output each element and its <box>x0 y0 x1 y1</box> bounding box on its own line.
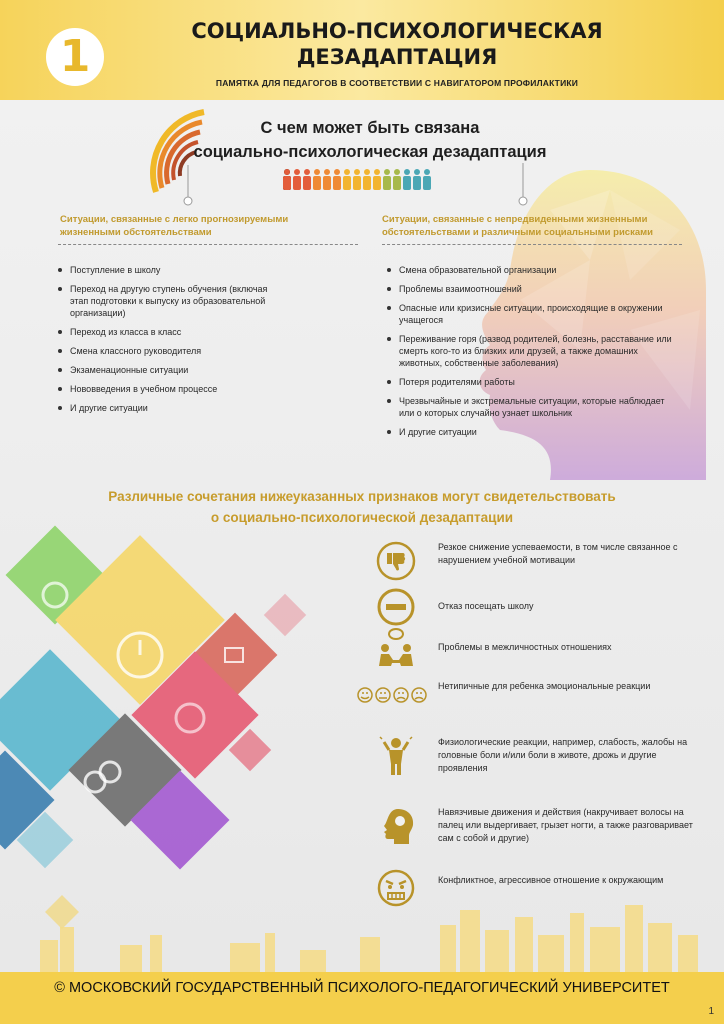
page-title <box>110 18 684 70</box>
angry-face-icon <box>376 868 416 908</box>
list-item: И другие ситуации <box>56 402 286 414</box>
list-item: Экзаменационные ситуации <box>56 364 286 376</box>
question-title-line1: С чем может быть связана <box>260 119 480 137</box>
thumbs-down-icon <box>376 541 416 581</box>
pointer-line-left <box>182 165 194 207</box>
emoji-faces-icon <box>356 686 432 704</box>
sign-text: Проблемы в межличностных отношениях <box>438 642 612 652</box>
signs-title-line2: о социально-психологической дезадаптации <box>210 510 514 525</box>
people-row-icon <box>282 168 434 190</box>
sign-text: Нетипичные для ребенка эмоциональные реакции <box>438 681 651 691</box>
list-item: Переживание горя (развод родителей, болезнь, расставание или смерть кого-то из близких или друзей, а также домашних животных, собственные заболевания) <box>385 333 675 369</box>
right-situations-list <box>385 264 675 445</box>
list-item: Потеря родителями работы <box>385 376 675 388</box>
list-item: Поступление в школу <box>56 264 286 276</box>
footer-copyright: © МОСКОВСКИЙ ГОСУДАРСТВЕННЫЙ ПСИХОЛОГО-ПЕДАГОГИЧЕСКИЙ УНИВЕРСИТЕТ <box>54 980 670 996</box>
list-item: Переход на другую ступень обучения (включая этап подготовки к выпуску из образовательной организации) <box>56 283 286 319</box>
left-situations-list <box>56 264 286 421</box>
page-title-line2: ДЕЗАДАПТАЦИЯ <box>296 45 498 69</box>
sign-text: Физиологические реакции, например, слабость, жалобы на головные боли и/или боли в животе, дрожь и другие проявления <box>438 737 688 773</box>
question-title-line2: социально-психологическая дезадаптация <box>193 143 547 161</box>
list-item: Опасные или кризисные ситуации, происходящие в окружении учащегося <box>385 302 675 326</box>
sign-text: Отказ посещать школу <box>438 601 534 611</box>
sign-text: Резкое снижение успеваемости, в том числе связанное с нарушением учебной мотивации <box>438 542 678 565</box>
left-divider <box>58 244 358 245</box>
page-number: 1 <box>708 1006 714 1017</box>
no-entry-icon <box>376 587 416 627</box>
page-title-line1: СОЦИАЛЬНО-ПСИХОЛОГИЧЕСКАЯ <box>191 19 603 43</box>
list-item: Чрезвычайные и экстремальные ситуации, которые наблюдает или о которых случайно узнает школьник <box>385 395 675 419</box>
sign-text: Конфликтное, агрессивное отношение к окружающим <box>438 875 664 885</box>
section-number-badge: 1 <box>46 28 104 86</box>
left-column-heading: Ситуации, связанные с легко прогнозируемыми жизненными обстоятельствами <box>60 214 289 238</box>
list-item: Переход из класса в класс <box>56 326 286 338</box>
list-item: Смена классного руководителя <box>56 345 286 357</box>
signs-title-line1: Различные сочетания нижеуказанных признаков могут свидетельствовать <box>108 489 616 504</box>
list-item: Нововведения в учебном процессе <box>56 383 286 395</box>
page-subtitle: ПАМЯТКА ДЛЯ ПЕДАГОГОВ В СООТВЕТСТВИИ С НАВИГАТОРОМ ПРОФИЛАКТИКИ <box>215 78 579 88</box>
diamond-mosaic-art <box>0 520 330 940</box>
sign-text: Навязчивые движения и действия (накручивает волосы на палец или выдергивает, грызет ногти, а также разговаривает сам с собой и другие) <box>438 807 693 843</box>
conflict-people-icon <box>376 628 416 668</box>
right-divider <box>382 244 682 245</box>
list-item: Смена образовательной организации <box>385 264 675 276</box>
list-item: И другие ситуации <box>385 426 675 438</box>
stressed-person-icon <box>376 736 416 776</box>
head-profile-icon <box>376 806 416 846</box>
footer-bar <box>0 972 724 1024</box>
city-skyline-art <box>0 905 724 972</box>
list-item: Проблемы взаимоотношений <box>385 283 675 295</box>
header-banner <box>0 0 724 100</box>
right-column-heading: Ситуации, связанные с непредвиденными жизненными обстоятельствами и различными социальными рисками <box>382 214 653 238</box>
pointer-line-right <box>517 163 529 207</box>
